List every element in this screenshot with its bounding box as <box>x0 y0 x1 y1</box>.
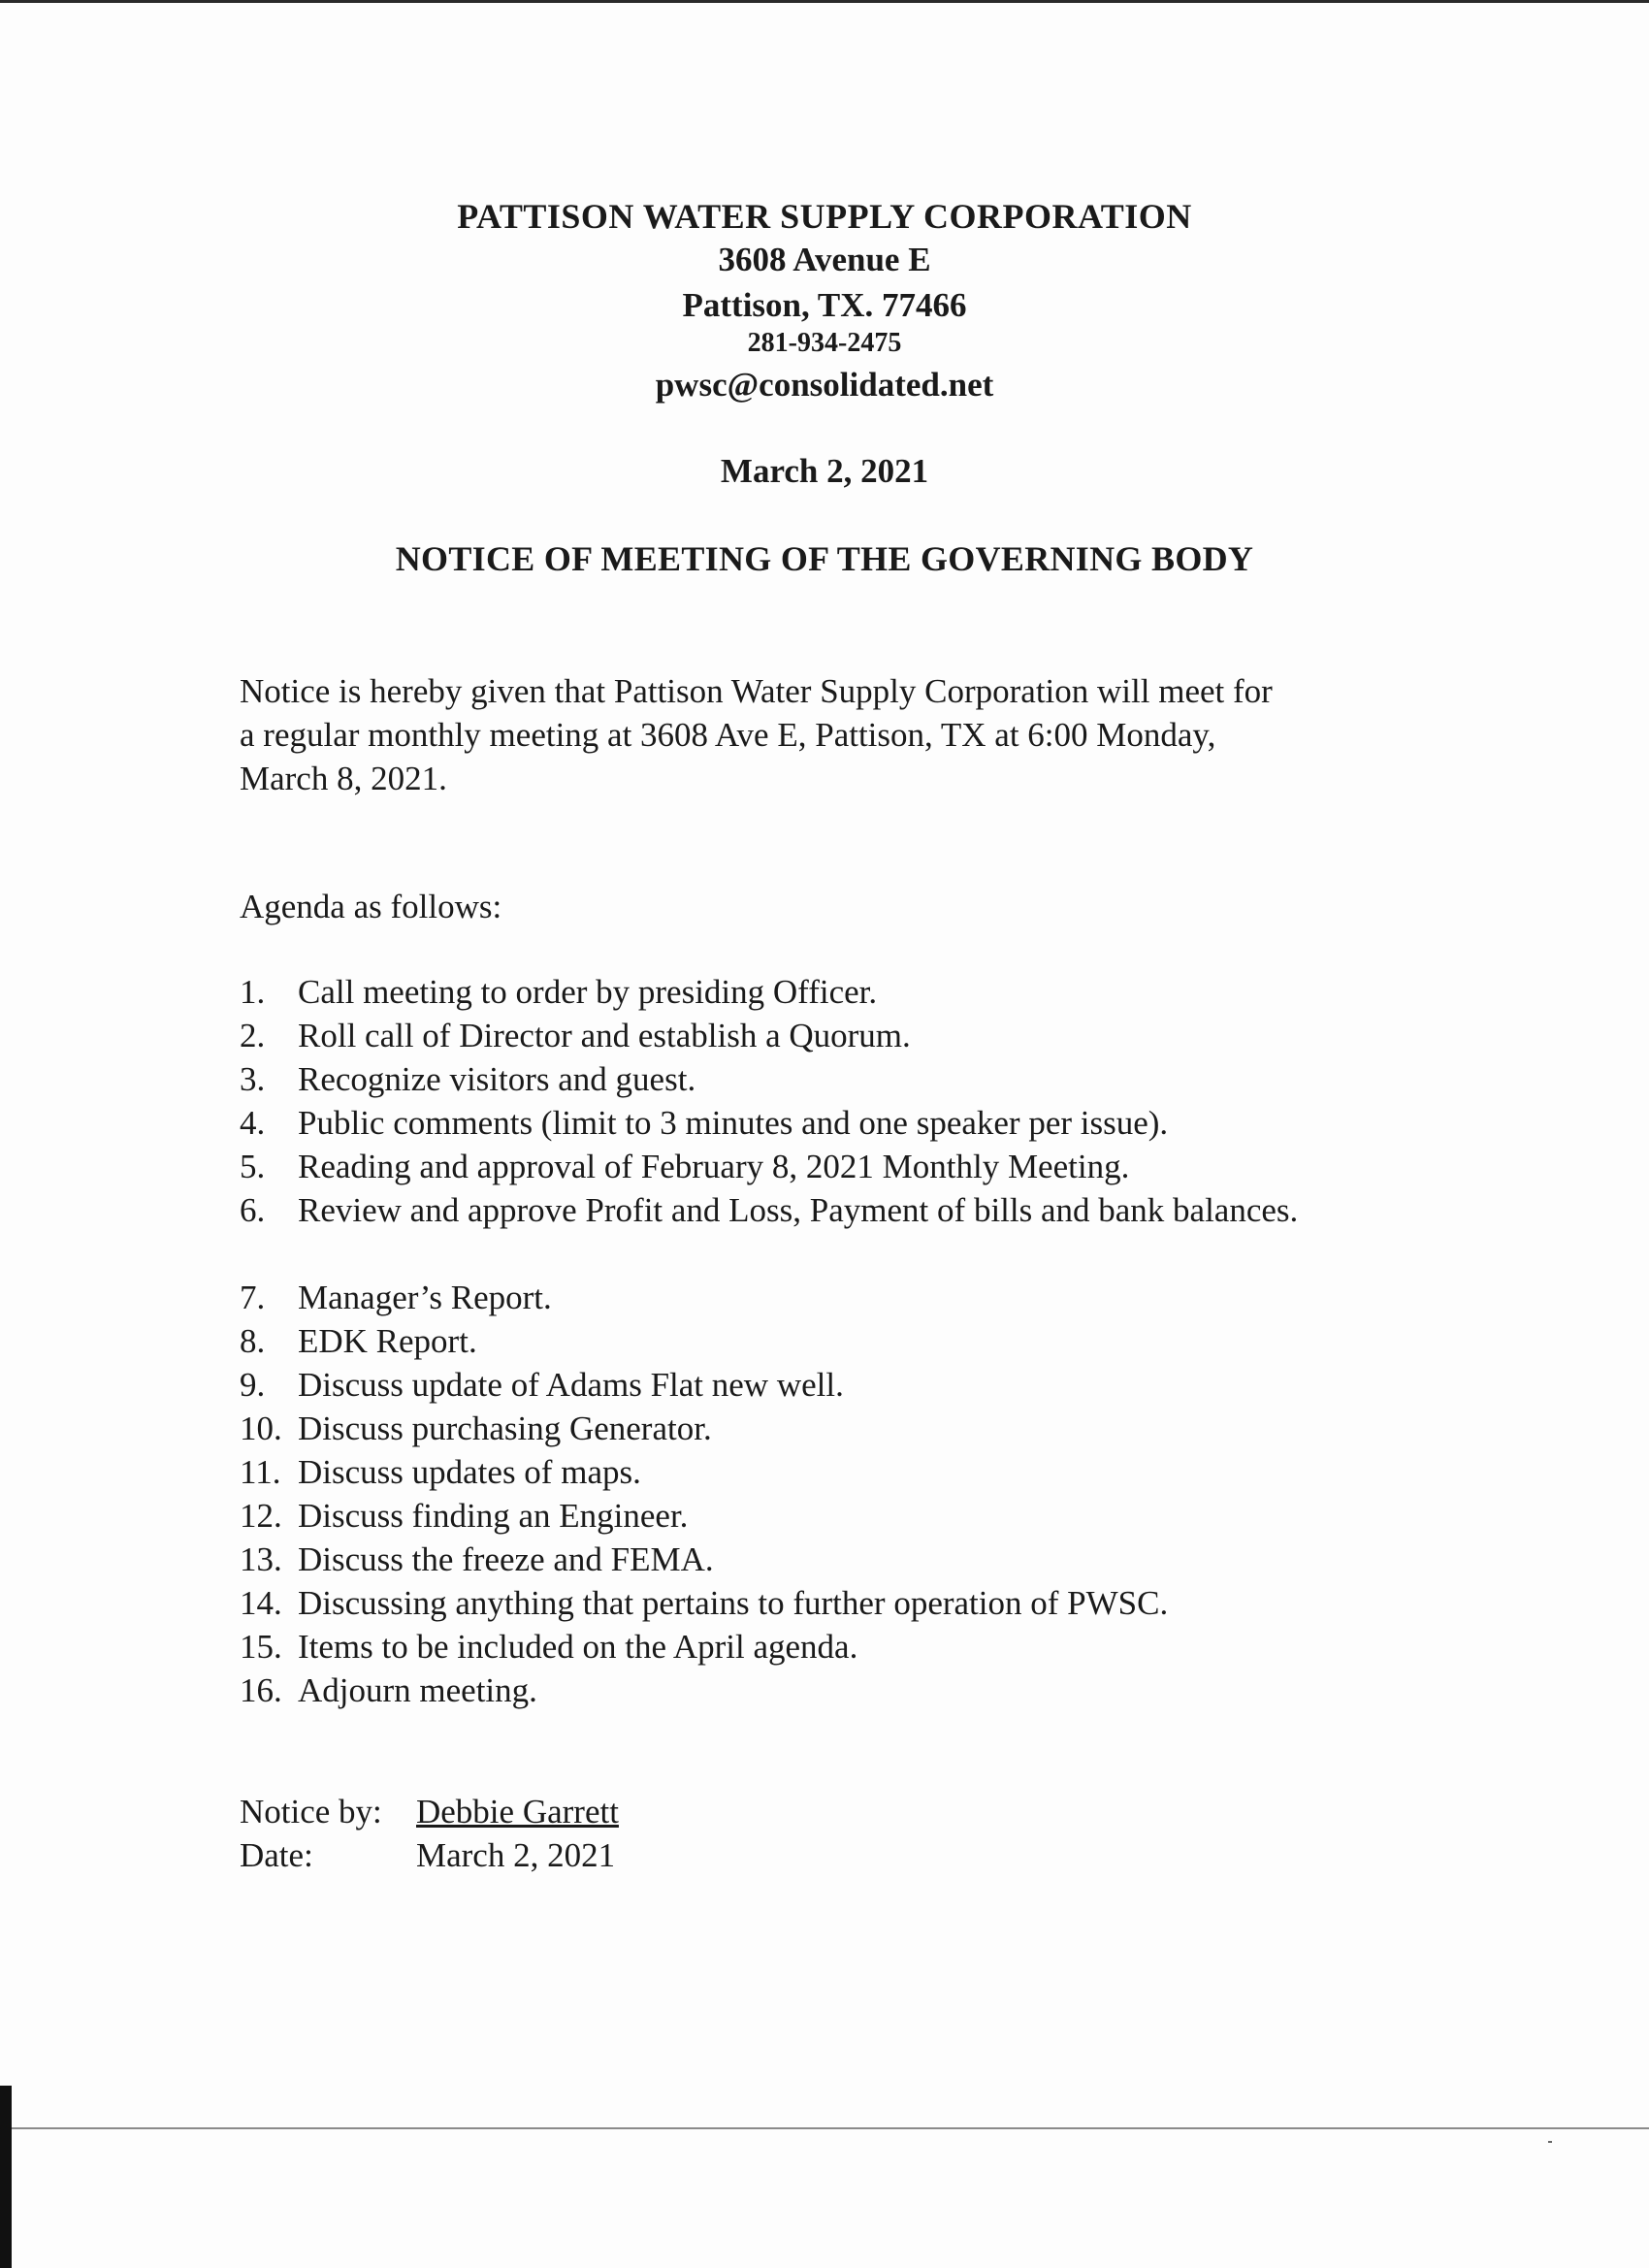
list-item <box>240 1581 1442 1625</box>
agenda-text: Recognize visitors and guest. <box>298 1060 696 1098</box>
list-item <box>240 1625 1442 1669</box>
agenda-text: Adjourn meeting. <box>298 1671 537 1709</box>
agenda-text: Manager’s Report. <box>298 1279 552 1316</box>
agenda-text: Discuss update of Adams Flat new well. <box>298 1366 844 1404</box>
notice-date: March 2, 2021 <box>720 452 929 490</box>
date-label: Date: <box>240 1836 313 1874</box>
agenda-number: 11. <box>240 1453 281 1491</box>
notice-title: NOTICE OF MEETING OF THE GOVERNING BODY <box>395 539 1254 578</box>
agenda-number: 5. <box>240 1148 266 1185</box>
agenda-number: 9. <box>240 1366 266 1404</box>
agenda-number: 2. <box>240 1017 266 1054</box>
list-item <box>240 1494 1442 1538</box>
list-item <box>240 1276 1442 1319</box>
agenda-text: Reading and approval of February 8, 2021 Monthly Meeting. <box>298 1148 1130 1185</box>
list-item <box>240 1363 1442 1407</box>
agenda-number: 15. <box>240 1628 282 1666</box>
agenda-number: 12. <box>240 1497 282 1535</box>
agenda-number: 4. <box>240 1104 266 1142</box>
phone-number: 281-934-2475 <box>747 328 902 358</box>
email-address: pwsc@consolidated.net <box>655 366 994 404</box>
notice-by-name: Debbie Garrett <box>416 1793 619 1831</box>
scan-left-edge <box>0 2086 12 2268</box>
agenda-number: 14. <box>240 1584 282 1622</box>
agenda-text: Discuss the freeze and FEMA. <box>298 1540 714 1578</box>
agenda-text: Discuss finding an Engineer. <box>298 1497 689 1535</box>
intro-paragraph <box>240 669 1442 800</box>
agenda-number: 10. <box>240 1409 282 1447</box>
agenda-text: Call meeting to order by presiding Officer. <box>298 973 878 1011</box>
agenda-text: Discuss updates of maps. <box>298 1453 641 1491</box>
notice-by-line <box>240 1790 619 1833</box>
agenda-text: Items to be included on the April agenda. <box>298 1628 858 1666</box>
intro-line-2: a regular monthly meeting at 3608 Ave E, Pattison, TX at 6:00 Monday, <box>240 716 1216 754</box>
scan-speck <box>1548 2141 1552 2143</box>
agenda-number: 3. <box>240 1060 266 1098</box>
agenda-text: Roll call of Director and establish a Quorum. <box>298 1017 911 1054</box>
agenda-number: 1. <box>240 973 266 1011</box>
scan-top-edge <box>0 0 1649 3</box>
list-item <box>240 1188 1442 1276</box>
intro-line-3: March 8, 2021. <box>240 760 447 797</box>
list-item <box>240 1319 1442 1363</box>
intro-line-1: Notice is hereby given that Pattison Water Supply Corporation will meet for <box>240 672 1273 710</box>
list-item <box>240 1669 1442 1712</box>
organization-name: PATTISON WATER SUPPLY CORPORATION <box>457 197 1192 236</box>
list-item <box>240 1057 1442 1101</box>
street-address: 3608 Avenue E <box>718 241 931 278</box>
date-line <box>240 1833 615 1877</box>
list-item <box>240 1145 1442 1188</box>
list-item <box>240 970 1442 1014</box>
list-item <box>240 1101 1442 1145</box>
agenda-text: Public comments (limit to 3 minutes and one speaker per issue). <box>298 1104 1169 1142</box>
city-state-zip: Pattison, TX. 77466 <box>682 286 967 324</box>
agenda-number: 7. <box>240 1279 266 1316</box>
list-item <box>240 1014 1442 1057</box>
list-item <box>240 1407 1442 1450</box>
agenda-text: Discussing anything that pertains to further operation of PWSC. <box>298 1584 1169 1622</box>
date-value: March 2, 2021 <box>416 1836 616 1874</box>
agenda-number: 13. <box>240 1540 282 1578</box>
list-item <box>240 1538 1442 1581</box>
scan-bottom-edge <box>0 2127 1649 2129</box>
agenda-text: EDK Report. <box>298 1322 477 1360</box>
agenda-list <box>240 970 1442 1712</box>
agenda-number: 8. <box>240 1322 266 1360</box>
notice-by-label: Notice by: <box>240 1793 382 1831</box>
agenda-number: 6. <box>240 1191 266 1229</box>
agenda-text: Review and approve Profit and Loss, Payment of bills and bank balances. <box>298 1191 1299 1229</box>
list-item <box>240 1450 1442 1494</box>
agenda-text: Discuss purchasing Generator. <box>298 1409 712 1447</box>
agenda-heading: Agenda as follows: <box>240 888 502 925</box>
agenda-number: 16. <box>240 1671 282 1709</box>
